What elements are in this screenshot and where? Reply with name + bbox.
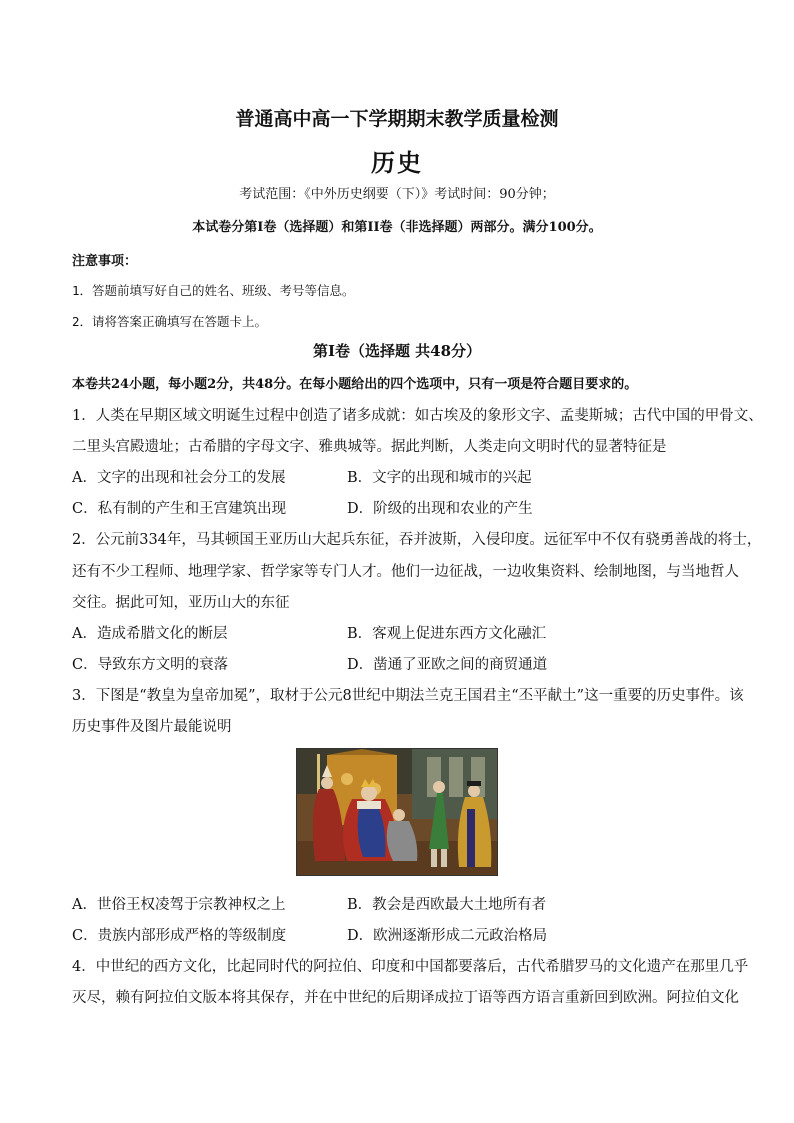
section-heading: 第I卷（选择题 共48分） [312, 342, 482, 360]
question-2-option-c: C．导致东方文明的衰落 [72, 657, 229, 673]
exam-title: 普通高中高一下学期期末教学质量检测 [235, 108, 559, 130]
exam-scope: 考试范围：《中外历史纲要（下）》考试时间：90分钟； [239, 187, 555, 202]
question-2-line: 交往。据此可知，亚历山大的东征 [72, 595, 290, 611]
question-2-option-d: D．凿通了亚欧之间的商贸通道 [347, 657, 548, 673]
question-1-line: 1．人类在早期区域文明诞生过程中创造了诸多成就：如古埃及的象形文字、孟斐斯城；古代中国的甲骨文、 [72, 408, 763, 424]
notice-heading: 注意事项： [72, 254, 138, 269]
question-3-option-d: D．欧洲逐渐形成二元政治格局 [347, 928, 548, 944]
subject-title: 历史 [371, 148, 423, 177]
coronation-painting-image [296, 748, 498, 876]
question-3-option-c: C．贵族内部形成严格的等级制度 [72, 928, 287, 944]
question-3-line: 3．下图是“教皇为皇帝加冕”，取材于公元8世纪中期法兰克王国君主“丕平献土”这一重要的历史事件。该 [72, 688, 744, 704]
question-2-line: 还有不少工程师、地理学家、哲学家等专门人才。他们一边征战，一边收集资料、绘制地图，与当地哲人 [72, 564, 739, 580]
question-1-option-a: A．文字的出现和社会分工的发展 [72, 470, 286, 486]
question-3-option-a: A．世俗王权凌驾于宗教神权之上 [72, 897, 286, 913]
question-3-line: 历史事件及图片最能说明 [72, 719, 232, 735]
question-4-line: 4．中世纪的西方文化，比起同时代的阿拉伯、印度和中国都要落后，古代希腊罗马的文化遗产在那里几乎 [72, 959, 749, 975]
question-1-option-d: D．阶级的出现和农业的产生 [347, 501, 533, 517]
question-1-line: 二里头宫殿遗址；古希腊的字母文字、雅典城等。据此判断，人类走向文明时代的显著特征是 [72, 439, 667, 455]
notice-item: 2．请将答案正确填写在答题卡上。 [72, 314, 268, 329]
question-4-line: 灭尽，赖有阿拉伯文版本将其保存，并在中世纪的后期译成拉丁语等西方语言重新回到欧洲。阿拉伯文化 [72, 990, 739, 1006]
question-1-option-c: C．私有制的产生和王宫建筑出现 [72, 501, 287, 517]
question-2-option-b: B．客观上促进东西方文化融汇 [347, 626, 547, 642]
question-2-line: 2．公元前334年，马其顿国王亚历山大起兵东征，吞并波斯，入侵印度。远征军中不仅有骁勇善战的将士， [72, 532, 762, 548]
section-instruction: 本卷共24小题，每小题2分，共48分。在每小题给出的四个选项中，只有一项是符合题目要求的。 [72, 377, 638, 392]
question-1-option-b: B．文字的出现和城市的兴起 [347, 470, 532, 486]
question-3-option-b: B．教会是西欧最大土地所有者 [347, 897, 547, 913]
notice-item: 1．答题前填写好自己的姓名、班级、考号等信息。 [72, 283, 355, 298]
question-2-option-a: A．造成希腊文化的断层 [72, 626, 228, 642]
exam-composition: 本试卷分第I卷（选择题）和第II卷（非选择题）两部分。满分100分。 [192, 220, 602, 235]
